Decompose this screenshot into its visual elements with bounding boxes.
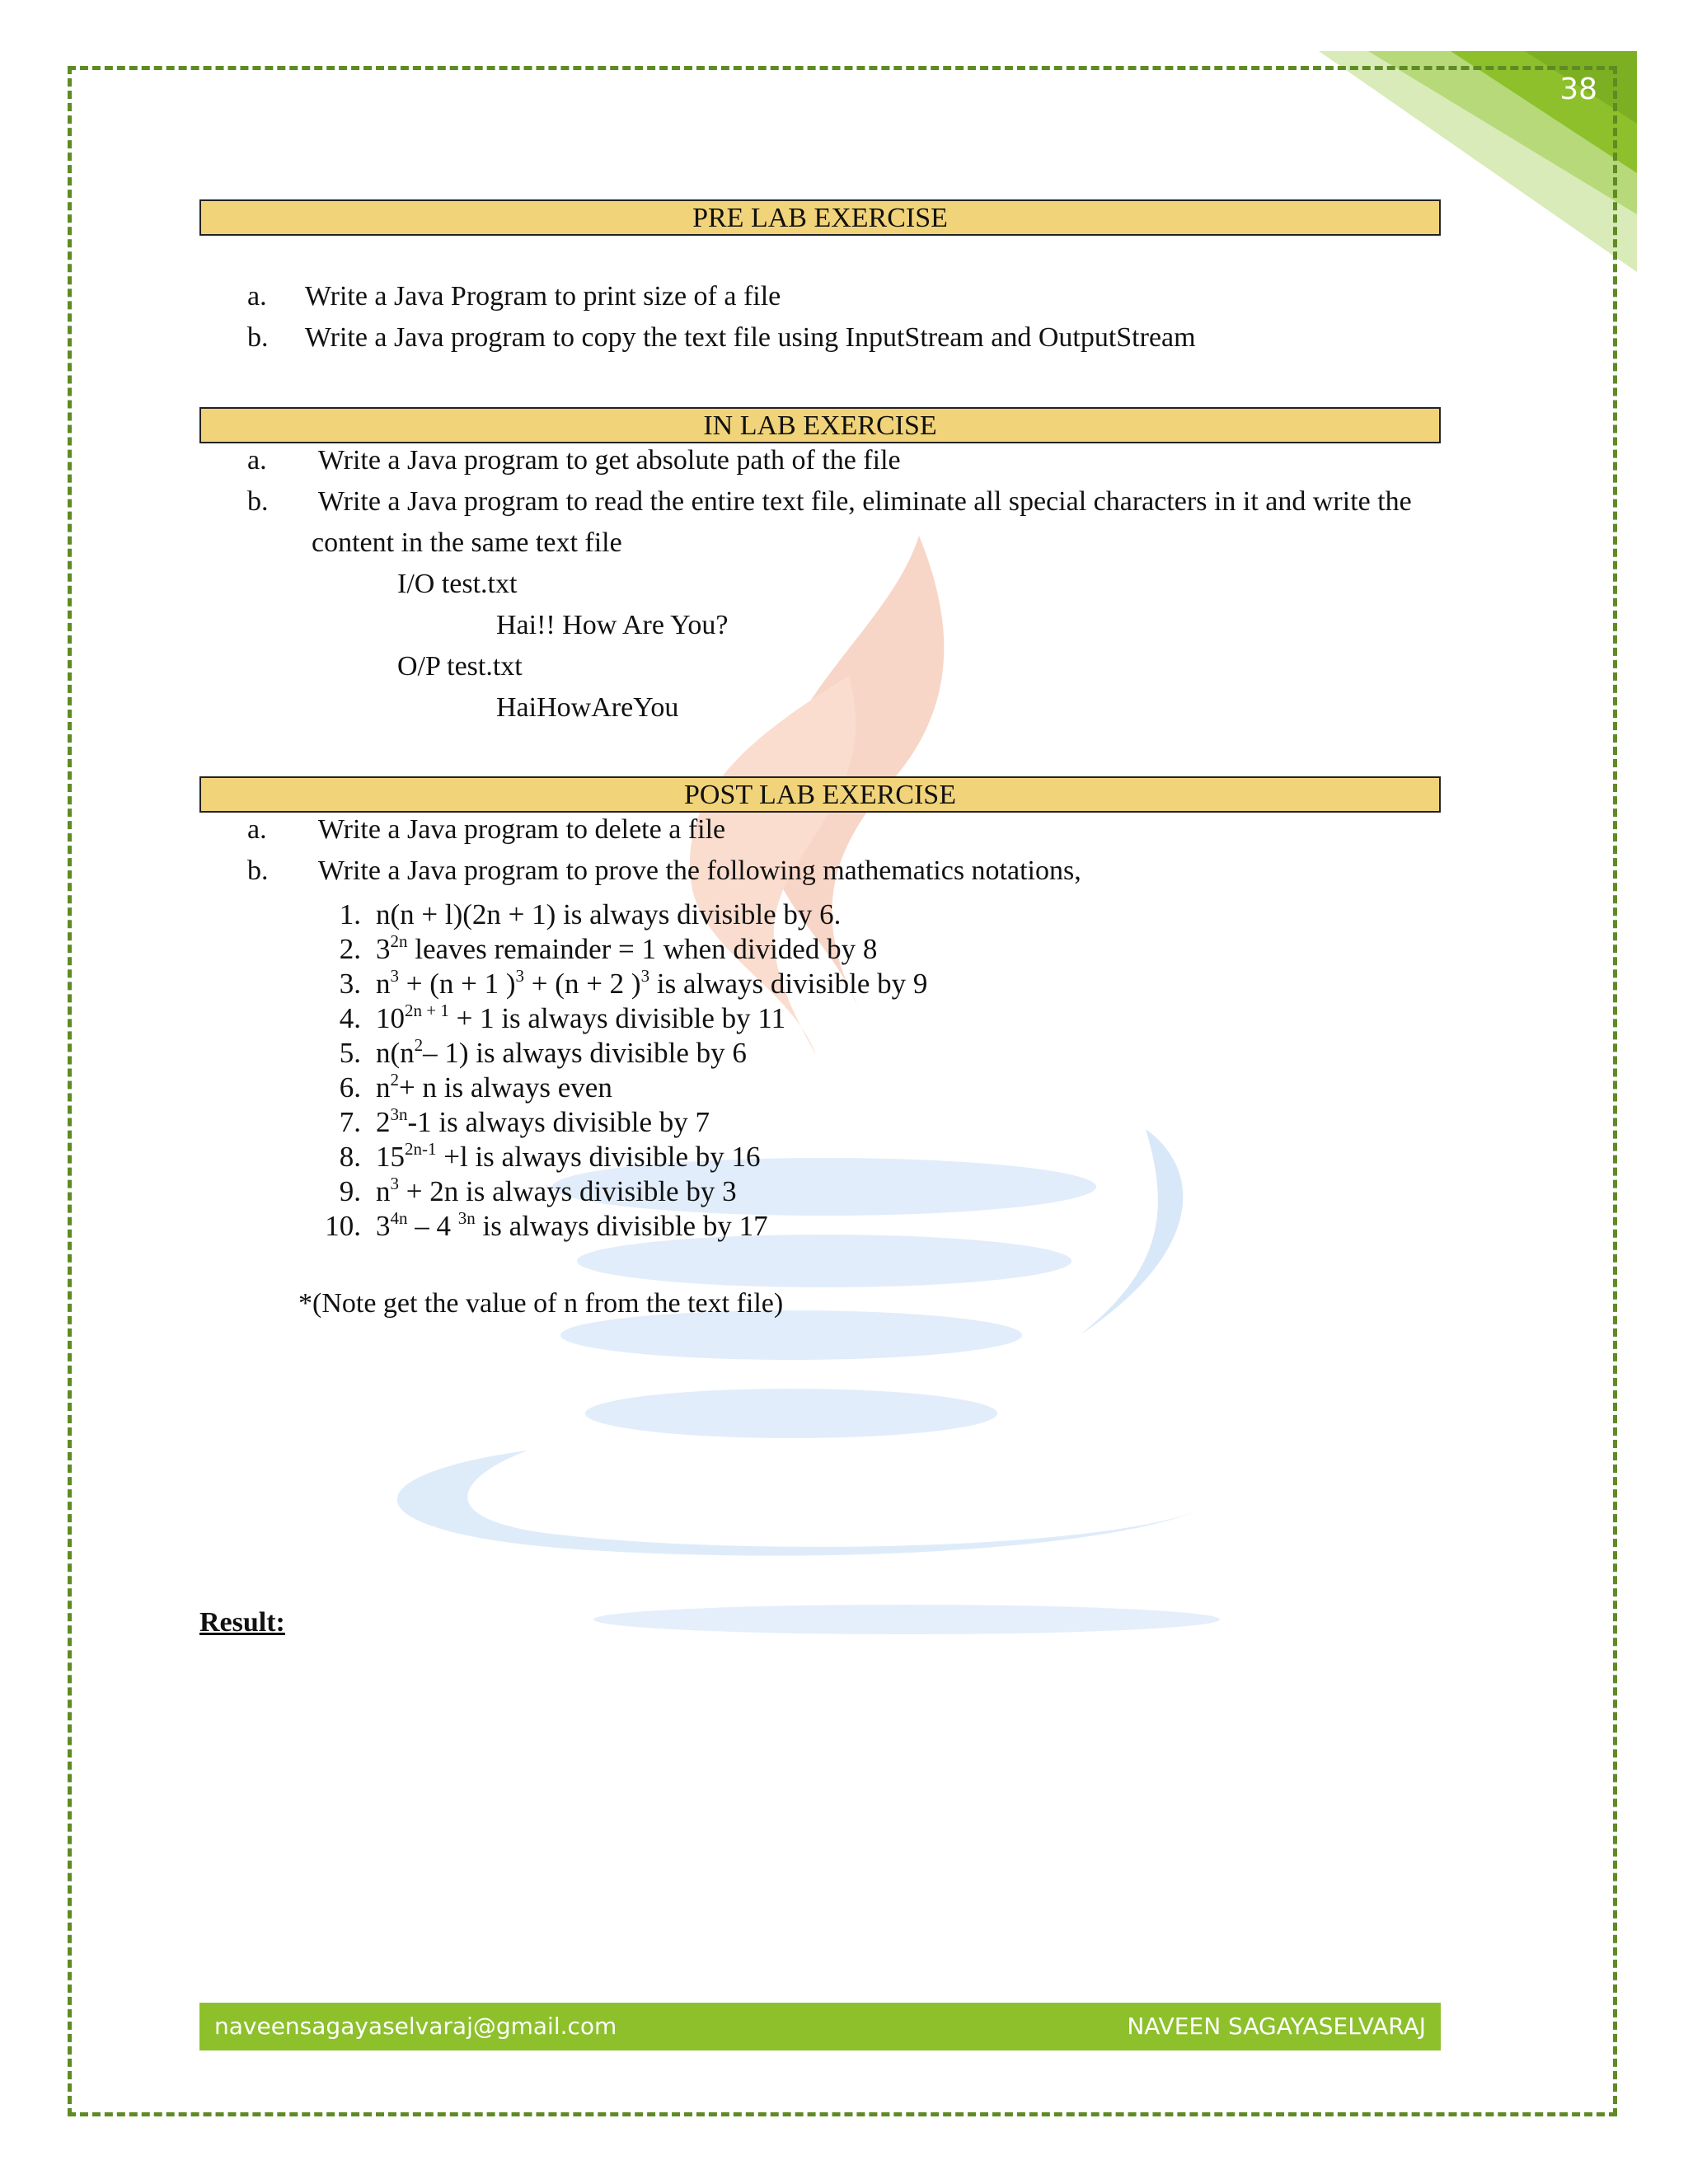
op-label: O/P test.txt (397, 651, 523, 682)
superscript: 3 (390, 1174, 399, 1193)
pre-lab-header: PRE LAB EXERCISE (199, 199, 1441, 236)
item-text: Write a Java Program to print size of a file (304, 281, 781, 312)
op-value: HaiHowAreYou (496, 692, 679, 723)
superscript: 3n (390, 1104, 408, 1124)
note-text: *(Note get the value of n from the text file) (298, 1288, 784, 1319)
notation-number: 6. (339, 1071, 361, 1104)
item-label: a. (247, 814, 267, 845)
notation-text: is always divisible by 9 (649, 968, 928, 1000)
notation-text: – 4 (407, 1210, 458, 1242)
notation-item (312, 1141, 761, 1174)
superscript: 2 (414, 1035, 424, 1055)
in-lab-item-a (247, 444, 901, 477)
notation-item (312, 1002, 785, 1035)
item-label: b. (247, 855, 269, 886)
notation-item (312, 968, 927, 1001)
superscript: 3 (640, 966, 650, 986)
footer-author: NAVEEN SAGAYASELVARAJ (1127, 2013, 1426, 2040)
notation-number: 8. (339, 1141, 361, 1173)
notation-text: 3 (376, 1210, 391, 1242)
notation-text: n (376, 968, 391, 1000)
footer-email: naveensagayaselvaraj@gmail.com (214, 2013, 617, 2040)
superscript: 3n (457, 1208, 476, 1228)
notation-text: n(n + l)(2n + 1) is always divisible by 6. (376, 898, 842, 930)
notation-text: + (n + 2 ) (524, 968, 641, 1000)
notation-text: – 1) is always divisible by 6 (423, 1037, 747, 1069)
item-text: Write a Java program to prove the following mathematics notations, (317, 855, 1081, 886)
post-lab-item-a (247, 813, 725, 846)
notation-text: + (n + 1 ) (399, 968, 516, 1000)
page-number: 38 (1559, 73, 1597, 106)
notation-number: 9. (339, 1175, 361, 1207)
notation-item (312, 933, 877, 966)
notation-number: 5. (339, 1037, 361, 1069)
notation-number: 4. (339, 1002, 361, 1034)
notation-text: n (376, 1071, 391, 1104)
notation-number: 7. (339, 1106, 361, 1138)
superscript: 3 (515, 966, 525, 986)
footer-bar (199, 2003, 1441, 2050)
notation-text: -1 is always divisible by 7 (407, 1106, 710, 1138)
in-lab-item-b (247, 485, 1412, 518)
superscript: 2 (390, 1070, 399, 1090)
notation-text: n(n (376, 1037, 415, 1069)
item-text: Write a Java program to copy the text file using InputStream and OutputStream (304, 322, 1196, 353)
notation-text: 15 (376, 1141, 405, 1173)
notation-text: + 2n is always divisible by 3 (399, 1175, 737, 1207)
item-label: a. (247, 281, 267, 312)
notation-number: 10. (325, 1210, 361, 1242)
result-label: Result: (199, 1607, 285, 1638)
notation-text: + 1 is always divisible by 11 (448, 1002, 786, 1034)
notation-text: leaves remainder = 1 when divided by 8 (407, 933, 878, 965)
io-label: I/O test.txt (397, 569, 518, 599)
notation-text: 10 (376, 1002, 405, 1034)
notation-item (312, 1106, 710, 1139)
notation-text: 2 (376, 1106, 391, 1138)
notation-text: + n is always even (399, 1071, 612, 1104)
notation-item (312, 898, 841, 931)
superscript: 2n + 1 (405, 1001, 449, 1020)
item-label: b. (247, 322, 269, 353)
notation-text: n (376, 1175, 391, 1207)
superscript: 2n (390, 931, 408, 951)
post-lab-header: POST LAB EXERCISE (199, 776, 1441, 813)
item-label: a. (247, 445, 267, 476)
notation-text: is always divisible by 17 (475, 1210, 768, 1242)
notation-item (312, 1210, 768, 1243)
page-border (68, 66, 1617, 2116)
notation-number: 3. (339, 968, 361, 1000)
notation-item (312, 1175, 737, 1208)
item-label: b. (247, 486, 269, 517)
notation-item (312, 1037, 747, 1070)
superscript: 3 (390, 966, 399, 986)
io-value: Hai!! How Are You? (496, 610, 729, 640)
post-lab-item-b (247, 855, 1081, 888)
pre-lab-item-a (247, 280, 781, 313)
superscript: 4n (390, 1208, 408, 1228)
item-text: Write a Java program to get absolute path of the file (317, 445, 901, 476)
superscript: 2n-1 (405, 1139, 437, 1159)
notation-text: 3 (376, 933, 391, 965)
pre-lab-item-b (247, 321, 1196, 354)
notation-number: 1. (339, 898, 361, 930)
in-lab-item-b-continuation: content in the same text file (312, 527, 622, 558)
item-text: Write a Java program to read the entire text file, eliminate all special characters in it and write the (317, 486, 1412, 517)
in-lab-header: IN LAB EXERCISE (199, 407, 1441, 443)
item-text: Write a Java program to delete a file (317, 814, 726, 845)
notation-number: 2. (339, 933, 361, 965)
notation-item (312, 1071, 612, 1104)
notation-text: +l is always divisible by 16 (436, 1141, 761, 1173)
